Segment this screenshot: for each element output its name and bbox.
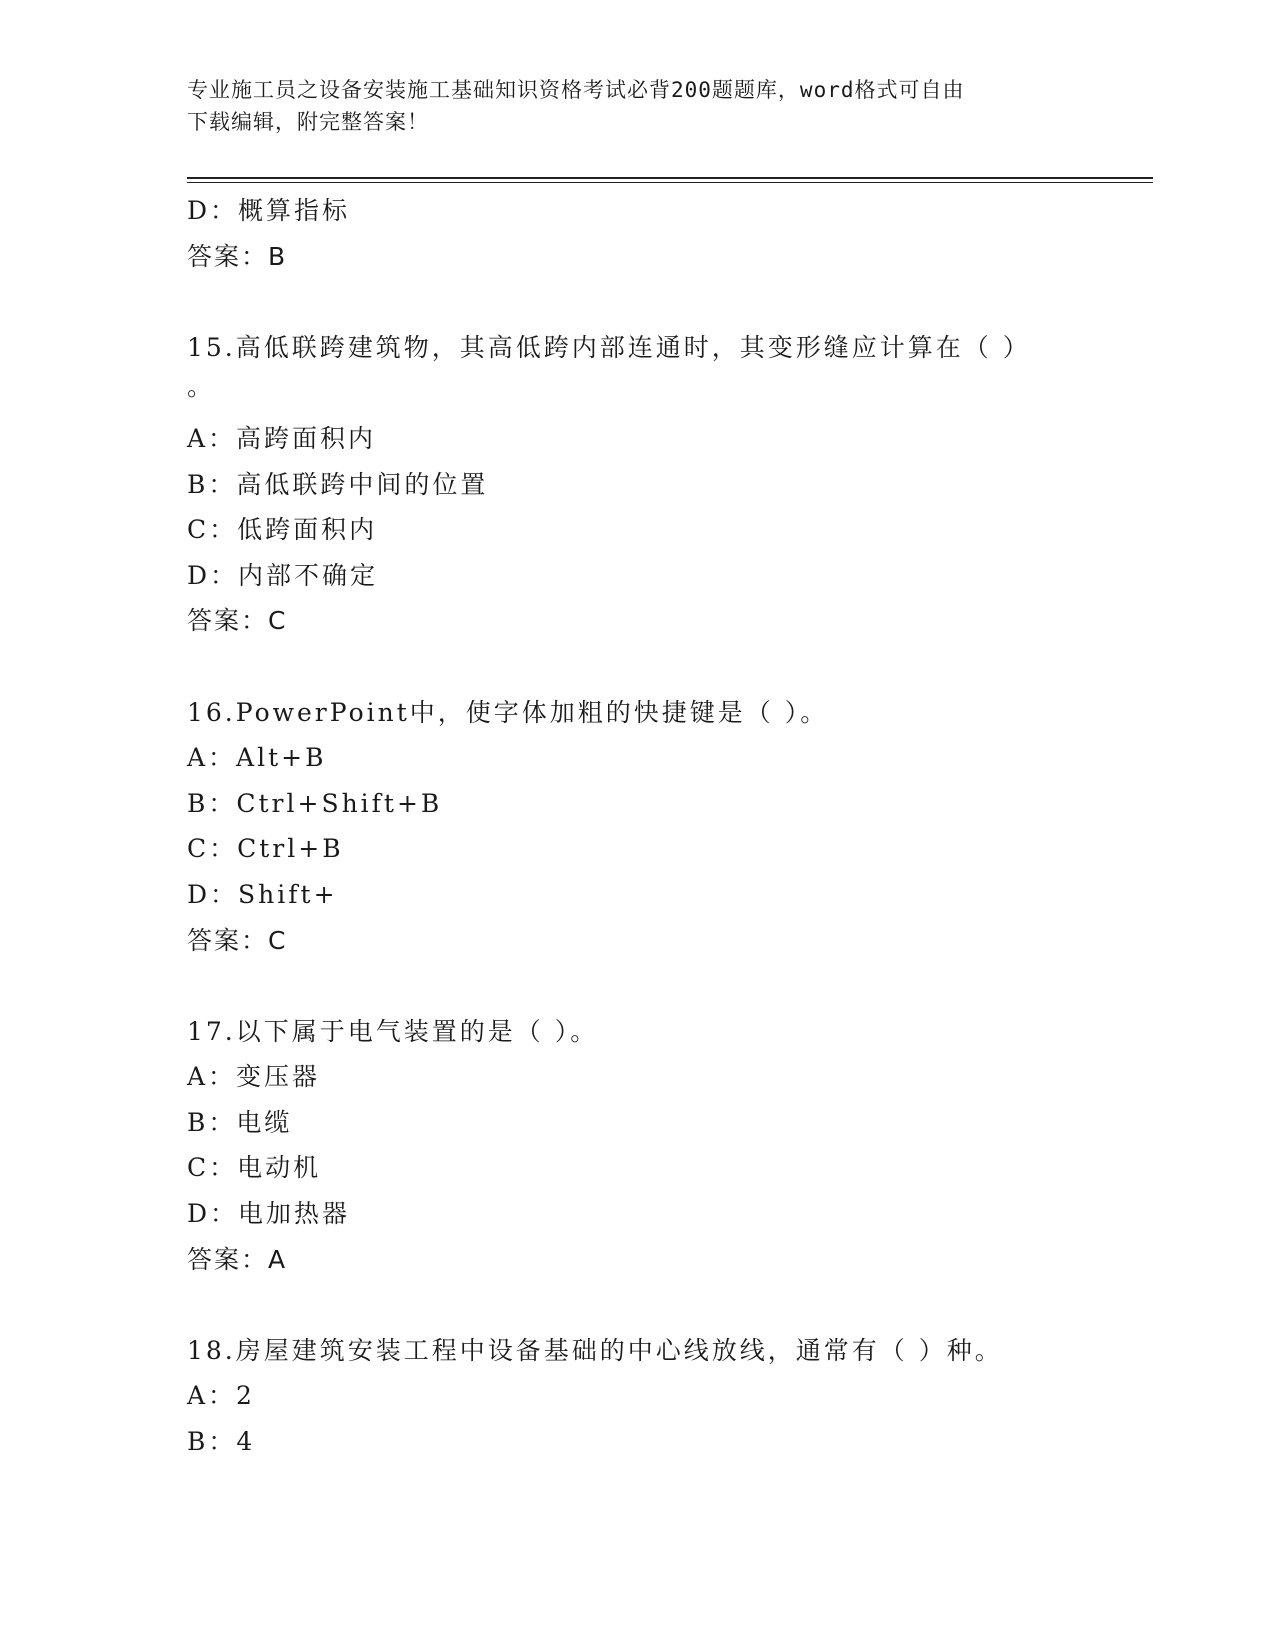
question-16-answer: 答案：C	[187, 925, 288, 955]
question-15-option-b: B：高低联跨中间的位置	[187, 469, 489, 499]
question-16-option-d: D：Shift+	[187, 879, 338, 909]
question-15	[187, 325, 1153, 644]
question-18-option-a: A：2	[187, 1381, 255, 1411]
spacer	[187, 644, 1153, 690]
document-header	[187, 74, 1087, 138]
header-divider-thin	[187, 182, 1153, 183]
question-14-tail	[187, 188, 1153, 279]
question-17	[187, 1009, 1153, 1283]
question-18	[187, 1328, 1153, 1465]
question-18-stem: 18.房屋建筑安装工程中设备基础的中心线放线，通常有（ ）种。	[187, 1335, 1003, 1365]
question-15-stem-continuation: 。	[187, 372, 216, 402]
spacer	[187, 1282, 1153, 1328]
question-16-option-c: C：Ctrl+B	[187, 834, 344, 864]
question-14-option-d: D：概算指标	[187, 196, 351, 225]
question-16-option-a: A：Alt+B	[187, 743, 327, 773]
question-17-option-c: C：电动机	[187, 1153, 322, 1183]
header-title-line-2: 下载编辑，附完整答案！	[187, 110, 429, 134]
header-divider-thick	[187, 177, 1153, 179]
header-title-line-1: 专业施工员之设备安装施工基础知识资格考试必背200题题库，word格式可自由	[187, 78, 965, 102]
question-list	[187, 188, 1153, 1465]
question-14-answer: 答案：B	[187, 241, 288, 271]
question-16	[187, 690, 1153, 964]
question-15-answer: 答案：C	[187, 606, 288, 636]
question-15-option-d: D：内部不确定	[187, 560, 379, 590]
question-15-stem: 15.高低联跨建筑物，其高低跨内部连通时，其变形缝应计算在（ ）	[187, 332, 1031, 362]
question-18-option-b: B：4	[187, 1427, 256, 1457]
question-15-option-c: C：低跨面积内	[187, 515, 378, 545]
question-16-option-b: B：Ctrl+Shift+B	[187, 788, 443, 818]
question-17-answer: 答案：A	[187, 1244, 288, 1274]
question-17-stem: 17.以下属于电气装置的是（ ）。	[187, 1016, 599, 1046]
question-15-option-a: A：高跨面积内	[187, 423, 377, 453]
question-16-stem: 16.PowerPoint中，使字体加粗的快捷键是（ ）。	[187, 697, 829, 727]
spacer	[187, 279, 1153, 325]
spacer	[187, 963, 1153, 1009]
question-17-option-a: A：变压器	[187, 1062, 321, 1092]
question-17-option-d: D：电加热器	[187, 1199, 351, 1229]
question-17-option-b: B：电缆	[187, 1107, 293, 1137]
